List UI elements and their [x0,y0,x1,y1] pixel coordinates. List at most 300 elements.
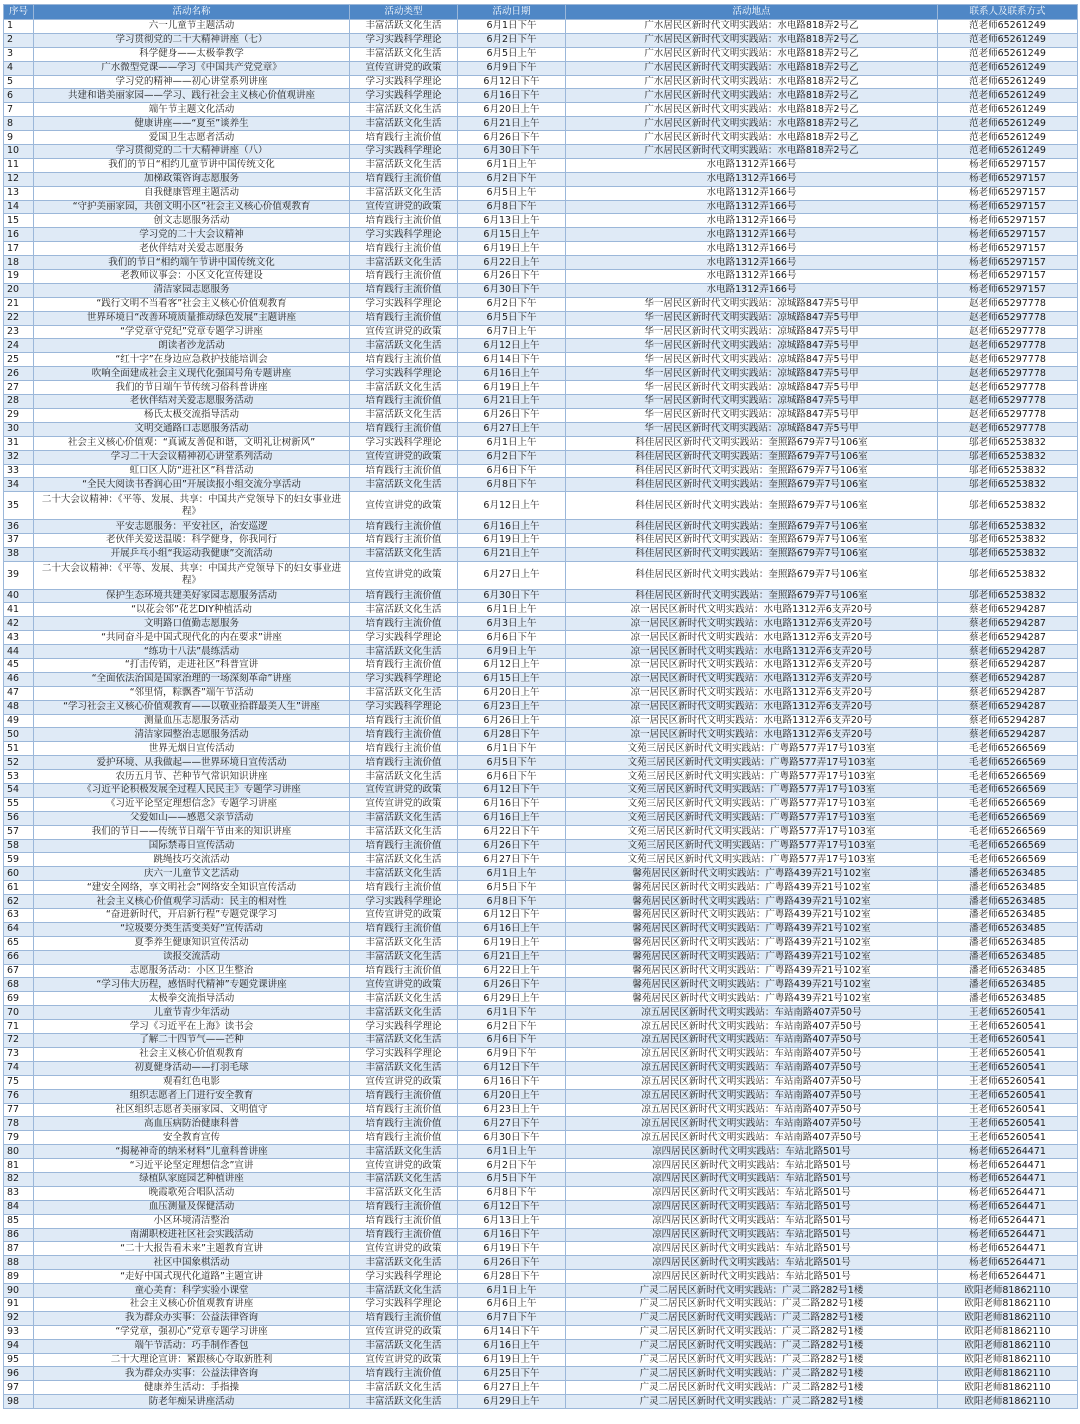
cell-index: 77 [4,1103,34,1117]
cell-activity-name: “全面依法治国是国家治理的一场深刻革命”讲座 [34,672,350,686]
cell-activity-date: 6月26日下午 [458,270,566,284]
cell-activity-type: 丰富活跃文化生活 [350,47,458,61]
cell-activity-type: 宣传宣讲党的政策 [350,61,458,75]
table-row [4,117,1078,131]
table-row [4,533,1078,547]
cell-contact: 范老师65261249 [938,103,1078,117]
cell-activity-location: 馨苑居民区新时代文明实践站：广粤路439弄21号102室 [566,867,938,881]
cell-activity-name: 学习《习近平在上海》读书会 [34,1020,350,1034]
cell-activity-type: 丰富活跃文化生活 [350,20,458,34]
cell-index: 5 [4,75,34,89]
cell-activity-type: 学习实践科学理论 [350,89,458,103]
cell-activity-location: 馨苑居民区新时代文明实践站：广粤路439弄21号102室 [566,992,938,1006]
cell-activity-date: 6月16日下午 [458,89,566,103]
table-row [4,631,1078,645]
cell-index: 66 [4,950,34,964]
cell-activity-location: 水电路1312弄166号 [566,283,938,297]
table-row [4,1311,1078,1325]
cell-activity-type: 学习实践科学理论 [350,1297,458,1311]
table-row [4,47,1078,61]
cell-activity-name: 加梯政策咨询志愿服务 [34,172,350,186]
cell-activity-type: 丰富活跃文化生活 [350,936,458,950]
cell-contact: 杨老师65264471 [938,1200,1078,1214]
cell-contact: 欧阳老师81862110 [938,1311,1078,1325]
cell-activity-type: 宣传宣讲党的政策 [350,784,458,798]
cell-activity-date: 6月16日上午 [458,520,566,534]
cell-activity-date: 6月19日上午 [458,381,566,395]
cell-index: 7 [4,103,34,117]
cell-index: 25 [4,353,34,367]
cell-activity-date: 6月27日下午 [458,1117,566,1131]
cell-activity-name: 六一儿童节主题活动 [34,20,350,34]
cell-activity-date: 6月8日下午 [458,895,566,909]
cell-activity-date: 6月26日下午 [458,131,566,145]
cell-activity-date: 6月16日下午 [458,1075,566,1089]
cell-activity-location: 科佳居民区新时代文明实践站：奎照路679弄7号106室 [566,561,938,589]
table-row [4,1006,1078,1020]
cell-activity-name: 国际禁毒日宣传活动 [34,839,350,853]
cell-index: 16 [4,228,34,242]
cell-activity-type: 丰富活跃文化生活 [350,1284,458,1298]
cell-activity-name: 广水微型党课——学习《中国共产党党章》 [34,61,350,75]
table-row [4,1200,1078,1214]
cell-contact: 邬老师65253832 [938,589,1078,603]
cell-activity-date: 6月19日上午 [458,1353,566,1367]
cell-contact: 毛老师65266569 [938,839,1078,853]
table-row [4,158,1078,172]
cell-index: 56 [4,811,34,825]
cell-index: 24 [4,339,34,353]
cell-activity-date: 6月1日下午 [458,20,566,34]
header-activity-name: 活动名称 [34,5,350,20]
cell-activity-type: 宣传宣讲党的政策 [350,978,458,992]
header-activity-date: 活动日期 [458,5,566,20]
cell-contact: 赵老师65297778 [938,422,1078,436]
table-row [4,1214,1078,1228]
cell-activity-date: 6月1日下午 [458,1006,566,1020]
cell-activity-name: 我们的节日“相约端午节讲中国传统文化 [34,256,350,270]
table-row [4,464,1078,478]
cell-activity-date: 6月19日上午 [458,242,566,256]
table-row [4,33,1078,47]
cell-index: 34 [4,478,34,492]
cell-activity-location: 馨苑居民区新时代文明实践站：广粤路439弄21号102室 [566,964,938,978]
cell-activity-type: 培育践行主流价值 [350,422,458,436]
cell-activity-date: 6月22日上午 [458,964,566,978]
cell-activity-type: 丰富活跃文化生活 [350,770,458,784]
cell-activity-location: 凉四居民区新时代文明实践站：车站北路501号 [566,1228,938,1242]
table-row [4,922,1078,936]
cell-activity-type: 丰富活跃文化生活 [350,867,458,881]
cell-contact: 毛老师65266569 [938,742,1078,756]
cell-index: 78 [4,1117,34,1131]
cell-index: 60 [4,867,34,881]
table-row [4,339,1078,353]
table-row [4,825,1078,839]
cell-activity-type: 培育践行主流价值 [350,881,458,895]
cell-index: 21 [4,297,34,311]
cell-activity-type: 培育践行主流价值 [350,1367,458,1381]
cell-contact: 王老师65260541 [938,1089,1078,1103]
cell-index: 62 [4,895,34,909]
table-row [4,20,1078,34]
cell-contact: 赵老师65297778 [938,408,1078,422]
cell-activity-location: 文苑三居民区新时代文明实践站：广粤路577弄17号103室 [566,770,938,784]
cell-activity-location: 华一居民区新时代文明实践站：凉城路847弄5号甲 [566,297,938,311]
cell-activity-location: 广水居民区新时代文明实践站：水电路818弄2号乙 [566,89,938,103]
cell-contact: 范老师65261249 [938,131,1078,145]
cell-contact: 蔡老师65294287 [938,728,1078,742]
cell-activity-type: 培育践行主流价值 [350,242,458,256]
cell-contact: 杨老师65264471 [938,1270,1078,1284]
cell-contact: 欧阳老师81862110 [938,1381,1078,1395]
cell-activity-name: 小区环境清洁整治 [34,1214,350,1228]
cell-index: 88 [4,1256,34,1270]
cell-activity-date: 6月5日下午 [458,756,566,770]
cell-activity-date: 6月16日上午 [458,922,566,936]
cell-activity-name: 社区中国象棋活动 [34,1256,350,1270]
cell-activity-date: 6月26日下午 [458,978,566,992]
cell-activity-date: 6月13日上午 [458,1214,566,1228]
cell-activity-date: 6月27日上午 [458,561,566,589]
cell-contact: 欧阳老师81862110 [938,1339,1078,1353]
cell-activity-type: 学习实践科学理论 [350,631,458,645]
cell-activity-location: 馨苑居民区新时代文明实践站：广粤路439弄21号102室 [566,895,938,909]
cell-index: 90 [4,1284,34,1298]
cell-contact: 王老师65260541 [938,1117,1078,1131]
cell-activity-location: 广灵二居民区新时代文明实践站：广灵二路282号1楼 [566,1339,938,1353]
cell-activity-type: 丰富活跃文化生活 [350,547,458,561]
cell-activity-type: 学习实践科学理论 [350,1270,458,1284]
table-row [4,742,1078,756]
table-row [4,561,1078,589]
cell-contact: 赵老师65297778 [938,367,1078,381]
cell-activity-name: “学党章，强初心”党章专题学习讲座 [34,1325,350,1339]
cell-activity-location: 科佳居民区新时代文明实践站：奎照路679弄7号106室 [566,478,938,492]
cell-contact: 毛老师65266569 [938,825,1078,839]
table-row [4,992,1078,1006]
cell-index: 45 [4,659,34,673]
cell-activity-type: 丰富活跃文化生活 [350,158,458,172]
cell-activity-name: 志愿服务活动：小区卫生整治 [34,964,350,978]
cell-activity-name: 健康讲座——“夏至”谈养生 [34,117,350,131]
cell-activity-type: 培育践行主流价值 [350,464,458,478]
cell-contact: 毛老师65266569 [938,811,1078,825]
table-row [4,395,1078,409]
cell-index: 22 [4,311,34,325]
cell-activity-date: 6月20日上午 [458,686,566,700]
cell-activity-date: 6月2日下午 [458,1159,566,1173]
cell-activity-name: 爱国卫生志愿者活动 [34,131,350,145]
table-row [4,700,1078,714]
cell-contact: 欧阳老师81862110 [938,1395,1078,1409]
cell-index: 91 [4,1297,34,1311]
cell-index: 51 [4,742,34,756]
cell-activity-type: 培育践行主流价值 [350,283,458,297]
cell-contact: 赵老师65297778 [938,353,1078,367]
cell-contact: 潘老师65263485 [938,936,1078,950]
cell-contact: 潘老师65263485 [938,950,1078,964]
cell-index: 43 [4,631,34,645]
table-row [4,797,1078,811]
cell-activity-name: 夏季养生健康知识宣传活动 [34,936,350,950]
cell-index: 31 [4,436,34,450]
cell-activity-date: 6月27日上午 [458,1381,566,1395]
cell-activity-location: 水电路1312弄166号 [566,270,938,284]
cell-activity-name: 二十大会议精神：《平等、发展、共享：中国共产党领导下的妇女事业进程》 [34,492,350,520]
table-row [4,311,1078,325]
cell-activity-name: 高血压病防治健康科普 [34,1117,350,1131]
cell-activity-type: 培育践行主流价值 [350,270,458,284]
table-row [4,895,1078,909]
cell-activity-name: 《习近平论坚定理想信念》专题学习讲座 [34,797,350,811]
cell-activity-type: 培育践行主流价值 [350,1131,458,1145]
cell-contact: 杨老师65297157 [938,214,1078,228]
cell-contact: 王老师65260541 [938,1047,1078,1061]
activity-table [3,4,1078,1409]
cell-activity-type: 丰富活跃文化生活 [350,853,458,867]
cell-activity-location: 馨苑居民区新时代文明实践站：广粤路439弄21号102室 [566,950,938,964]
cell-activity-name: “揭秘神奇的纳米材料”儿童科普讲座 [34,1145,350,1159]
cell-activity-location: 华一居民区新时代文明实践站：凉城路847弄5号甲 [566,381,938,395]
cell-activity-type: 培育践行主流价值 [350,589,458,603]
cell-activity-name: 自我健康管理主题活动 [34,186,350,200]
cell-index: 97 [4,1381,34,1395]
cell-activity-name: 我们的节日“相约儿童节讲中国传统文化 [34,158,350,172]
cell-activity-location: 广水居民区新时代文明实践站：水电路818弄2号乙 [566,75,938,89]
cell-activity-type: 培育践行主流价值 [350,311,458,325]
cell-activity-location: 水电路1312弄166号 [566,186,938,200]
cell-activity-date: 6月29日上午 [458,1395,566,1409]
cell-activity-date: 6月21日上午 [458,547,566,561]
cell-activity-date: 6月28日下午 [458,1270,566,1284]
cell-index: 92 [4,1311,34,1325]
cell-activity-location: 凉五居民区新时代文明实践站：车站南路407弄50号 [566,1034,938,1048]
cell-activity-name: “二十大报告看未来”主题教育宣讲 [34,1242,350,1256]
cell-activity-date: 6月8日下午 [458,1186,566,1200]
cell-activity-type: 培育践行主流价值 [350,659,458,673]
cell-contact: 蔡老师65294287 [938,603,1078,617]
table-row [4,714,1078,728]
cell-index: 67 [4,964,34,978]
cell-activity-type: 培育践行主流价值 [350,533,458,547]
table-row [4,964,1078,978]
cell-index: 1 [4,20,34,34]
table-row [4,520,1078,534]
cell-activity-location: 凉五居民区新时代文明实践站：车站南路407弄50号 [566,1061,938,1075]
cell-activity-name: 南湖职校进社区社会实践活动 [34,1228,350,1242]
cell-activity-location: 广水居民区新时代文明实践站：水电路818弄2号乙 [566,145,938,159]
cell-activity-location: 凉四居民区新时代文明实践站：车站北路501号 [566,1242,938,1256]
cell-contact: 王老师65260541 [938,1034,1078,1048]
table-row [4,228,1078,242]
cell-activity-date: 6月30日下午 [458,589,566,603]
cell-contact: 杨老师65297157 [938,158,1078,172]
cell-index: 70 [4,1006,34,1020]
cell-activity-date: 6月16日下午 [458,1228,566,1242]
cell-activity-location: 广灵二居民区新时代文明实践站：广灵二路282号1楼 [566,1353,938,1367]
cell-index: 84 [4,1200,34,1214]
cell-activity-name: 农历五月节、芒种节气常识知识讲座 [34,770,350,784]
table-row [4,1103,1078,1117]
cell-activity-type: 丰富活跃文化生活 [350,381,458,395]
cell-contact: 范老师65261249 [938,33,1078,47]
cell-index: 6 [4,89,34,103]
cell-activity-date: 6月3日上午 [458,617,566,631]
cell-activity-date: 6月1日上午 [458,867,566,881]
cell-activity-type: 丰富活跃文化生活 [350,478,458,492]
cell-activity-date: 6月16日上午 [458,367,566,381]
table-row [4,172,1078,186]
cell-activity-type: 丰富活跃文化生活 [350,1339,458,1353]
cell-index: 94 [4,1339,34,1353]
cell-activity-location: 凉四居民区新时代文明实践站：车站北路501号 [566,1256,938,1270]
cell-contact: 王老师65260541 [938,1020,1078,1034]
cell-index: 3 [4,47,34,61]
cell-activity-location: 文苑三居民区新时代文明实践站：广粤路577弄17号103室 [566,811,938,825]
table-row [4,214,1078,228]
cell-activity-date: 6月20日上午 [458,1089,566,1103]
cell-index: 14 [4,200,34,214]
cell-activity-name: 了解二十四节气——芒种 [34,1034,350,1048]
cell-activity-name: 测量血压志愿服务活动 [34,714,350,728]
cell-contact: 邬老师65253832 [938,464,1078,478]
cell-activity-type: 丰富活跃文化生活 [350,1381,458,1395]
cell-index: 49 [4,714,34,728]
cell-activity-type: 学习实践科学理论 [350,145,458,159]
cell-activity-name: 太极拳交流指导活动 [34,992,350,1006]
cell-activity-date: 6月29日上午 [458,992,566,1006]
cell-activity-date: 6月1日下午 [458,742,566,756]
cell-index: 40 [4,589,34,603]
cell-activity-name: 社会主义核心价值观教育讲座 [34,1297,350,1311]
table-row [4,936,1078,950]
table-row [4,381,1078,395]
cell-activity-date: 6月8日下午 [458,200,566,214]
cell-activity-type: 培育践行主流价值 [350,728,458,742]
cell-activity-date: 6月2日下午 [458,297,566,311]
cell-activity-name: 父爱如山——感恩父亲节活动 [34,811,350,825]
table-row [4,353,1078,367]
cell-activity-name: 朗读者沙龙活动 [34,339,350,353]
cell-activity-location: 广灵二居民区新时代文明实践站：广灵二路282号1楼 [566,1395,938,1409]
cell-index: 73 [4,1047,34,1061]
cell-activity-type: 学习实践科学理论 [350,436,458,450]
cell-activity-location: 凉一居民区新时代文明实践站：水电路1312弄6支弄20号 [566,645,938,659]
table-row [4,672,1078,686]
cell-activity-type: 丰富活跃文化生活 [350,1034,458,1048]
cell-index: 9 [4,131,34,145]
cell-activity-location: 文苑三居民区新时代文明实践站：广粤路577弄17号103室 [566,797,938,811]
cell-index: 47 [4,686,34,700]
cell-activity-date: 6月2日下午 [458,33,566,47]
cell-activity-name: 端午节活动：巧手制作香包 [34,1339,350,1353]
cell-contact: 邬老师65253832 [938,436,1078,450]
cell-activity-date: 6月8日下午 [458,478,566,492]
cell-activity-type: 培育践行主流价值 [350,172,458,186]
cell-activity-date: 6月30日下午 [458,283,566,297]
cell-activity-name: “练功十八法”晨练活动 [34,645,350,659]
cell-activity-name: “垃圾要分类生活变美好”宣传活动 [34,922,350,936]
table-row [4,1339,1078,1353]
cell-activity-location: 馨苑居民区新时代文明实践站：广粤路439弄21号102室 [566,922,938,936]
cell-contact: 潘老师65263485 [938,978,1078,992]
cell-activity-date: 6月26日下午 [458,408,566,422]
cell-activity-name: 老伙伴结对关爱志愿服务活动 [34,395,350,409]
cell-activity-type: 学习实践科学理论 [350,33,458,47]
cell-contact: 范老师65261249 [938,47,1078,61]
cell-activity-name: 社会主义核心价值观：“真诚友善促和谐，文明礼让树新风” [34,436,350,450]
cell-activity-name: 老伙伴关爱送温暖：科学健身，你我同行 [34,533,350,547]
cell-activity-location: 凉五居民区新时代文明实践站：车站南路407弄50号 [566,1075,938,1089]
cell-activity-location: 凉四居民区新时代文明实践站：车站北路501号 [566,1172,938,1186]
cell-activity-type: 培育践行主流价值 [350,1089,458,1103]
cell-activity-date: 6月9日下午 [458,1047,566,1061]
cell-index: 58 [4,839,34,853]
table-row [4,478,1078,492]
cell-activity-location: 广水居民区新时代文明实践站：水电路818弄2号乙 [566,131,938,145]
cell-contact: 王老师65260541 [938,1075,1078,1089]
cell-activity-location: 科佳居民区新时代文明实践站：奎照路679弄7号106室 [566,492,938,520]
cell-index: 15 [4,214,34,228]
cell-activity-type: 宣传宣讲党的政策 [350,200,458,214]
cell-activity-name: 端午节主题文化活动 [34,103,350,117]
cell-contact: 杨老师65264471 [938,1256,1078,1270]
cell-index: 18 [4,256,34,270]
cell-contact: 邬老师65253832 [938,561,1078,589]
cell-index: 39 [4,561,34,589]
cell-activity-date: 6月27日下午 [458,853,566,867]
table-row [4,1325,1078,1339]
cell-activity-name: 吹响全面建成社会主义现代化强国号角专题讲座 [34,367,350,381]
cell-activity-name: 跳绳技巧交流活动 [34,853,350,867]
cell-contact: 杨老师65264471 [938,1145,1078,1159]
cell-contact: 杨老师65297157 [938,283,1078,297]
cell-activity-location: 科佳居民区新时代文明实践站：奎照路679弄7号106室 [566,533,938,547]
cell-activity-date: 6月2日下午 [458,450,566,464]
table-row [4,186,1078,200]
cell-activity-name: 庆六一儿童节文艺活动 [34,867,350,881]
table-body [4,20,1078,1409]
cell-contact: 王老师65260541 [938,1006,1078,1020]
cell-index: 57 [4,825,34,839]
cell-activity-name: 二十大理论宣讲：紧跟核心夺取新胜利 [34,1353,350,1367]
cell-activity-location: 凉四居民区新时代文明实践站：车站北路501号 [566,1214,938,1228]
cell-index: 48 [4,700,34,714]
cell-activity-date: 6月20日上午 [458,103,566,117]
table-row [4,1353,1078,1367]
cell-activity-name: 血压测量及保健活动 [34,1200,350,1214]
cell-contact: 范老师65261249 [938,145,1078,159]
cell-activity-type: 宣传宣讲党的政策 [350,450,458,464]
cell-activity-type: 培育践行主流价值 [350,1311,458,1325]
cell-index: 93 [4,1325,34,1339]
cell-index: 98 [4,1395,34,1409]
table-row [4,1297,1078,1311]
cell-activity-name: “奋进新时代，开启新行程”专题党课学习 [34,909,350,923]
cell-contact: 潘老师65263485 [938,922,1078,936]
cell-activity-type: 丰富活跃文化生活 [350,1395,458,1409]
cell-activity-date: 6月22日下午 [458,825,566,839]
cell-activity-type: 丰富活跃文化生活 [350,1186,458,1200]
cell-activity-name: “建安全网络，享文明社会”网络安全知识宣传活动 [34,881,350,895]
cell-activity-name: 文明路口值勤志愿服务 [34,617,350,631]
cell-contact: 蔡老师65294287 [938,659,1078,673]
table-row [4,1228,1078,1242]
cell-index: 76 [4,1089,34,1103]
cell-activity-location: 广水居民区新时代文明实践站：水电路818弄2号乙 [566,61,938,75]
table-row [4,756,1078,770]
